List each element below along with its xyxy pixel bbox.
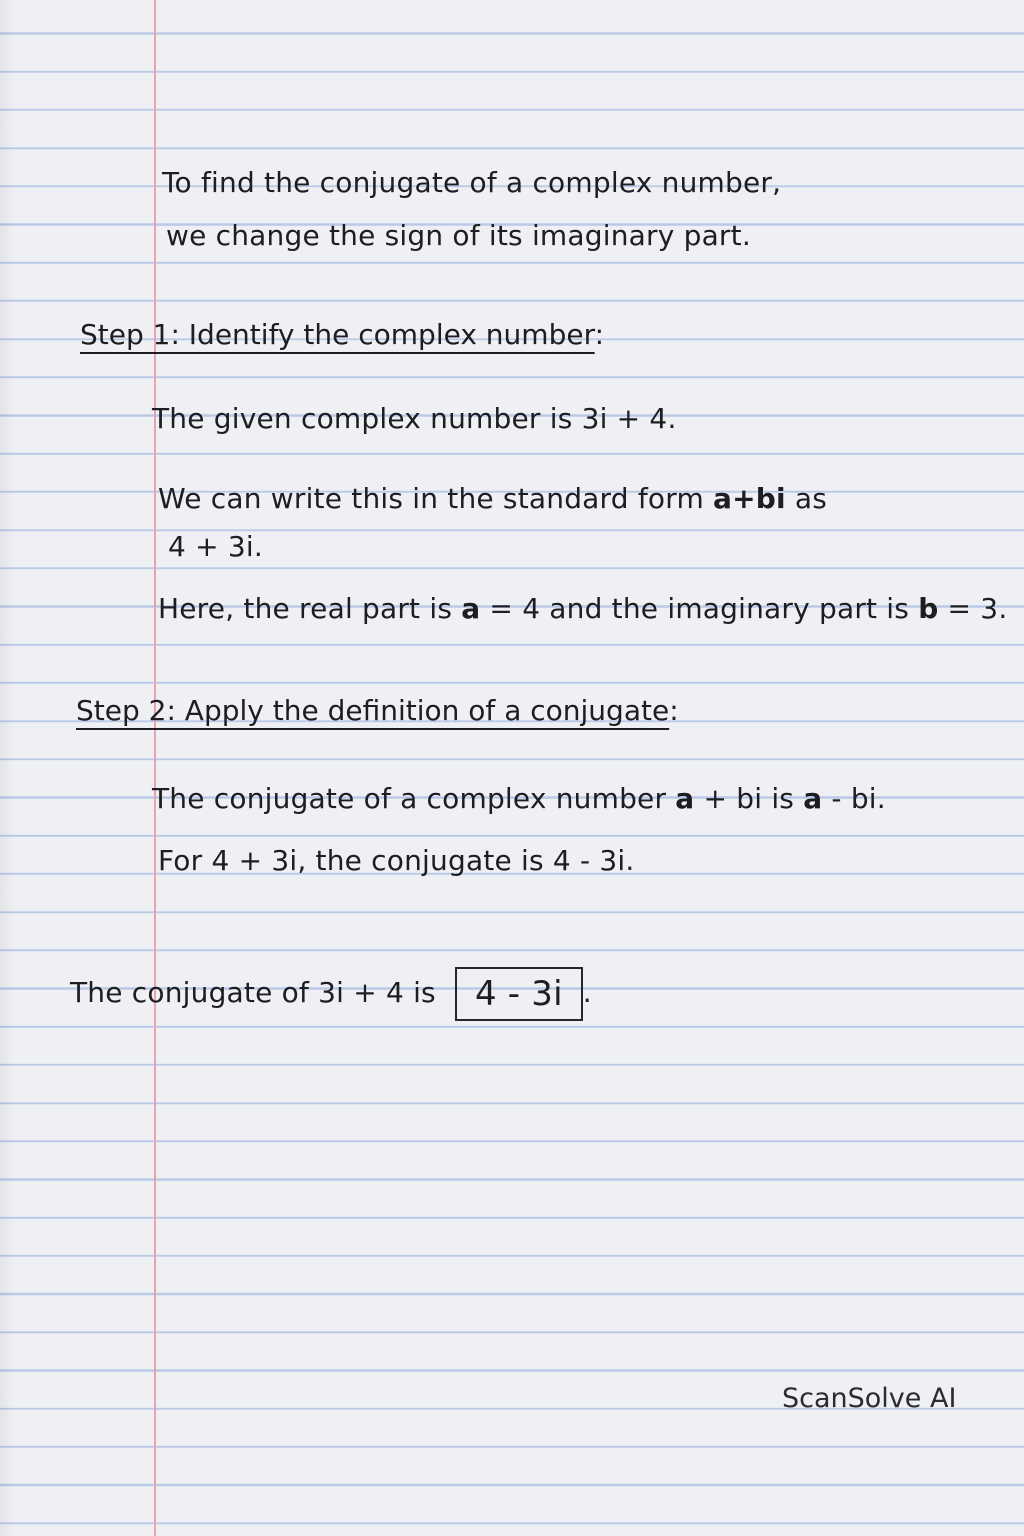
step1-line-4-pre: Here, the real part is [158,592,462,625]
intro-line-2: we change the sign of its imaginary part. [166,219,751,252]
step2-line-2: For 4 + 3i, the conjugate is 4 - 3i. [158,844,635,877]
step1-line-2-pre: We can write this in the standard form [158,482,714,515]
step2-line-1-mid: + bi is [694,782,804,815]
step1-line-4-b: b [918,592,939,625]
step2-line-1-a: a [675,782,695,815]
step1-line-2-expr: a+bi [713,482,786,515]
step1-line-2-post: as [785,482,828,515]
step1-line-4-a: a [461,592,481,625]
step2-line-1-a2: a [803,782,823,815]
step1-line-2 [158,482,827,516]
boxed-answer: 4 - 3i [455,967,583,1021]
step1-line-4-post: = 3. [938,592,1008,625]
step1-line-4-mid: = 4 and the imaginary part is [480,592,919,625]
step1-heading-text: Step 1: Identify the complex number [80,318,595,351]
step1-heading-colon: : [594,318,605,351]
step1-heading [80,318,604,352]
conclusion-period: . [582,976,592,1009]
step1-line-4 [158,592,1007,626]
step2-line-1-post: - bi. [822,782,886,815]
conclusion-line [70,965,592,1021]
conclusion-text: The conjugate of 3i + 4 is [70,976,436,1009]
step1-line-3: 4 + 3i. [168,530,263,563]
step2-heading-colon: : [669,694,679,727]
step1-line-1: The given complex number is 3i + 4. [152,402,677,435]
intro-line-1: To find the conjugate of a complex number, [162,166,782,199]
step2-line-1 [152,782,886,816]
scansolve-watermark: ScanSolve AI [782,1383,957,1414]
step2-line-1-pre: The conjugate of a complex number [152,782,676,815]
step2-heading-text: Step 2: Apply the definition of a conjugate [76,694,670,727]
step2-heading [76,694,679,728]
red-margin-line [154,0,156,1536]
